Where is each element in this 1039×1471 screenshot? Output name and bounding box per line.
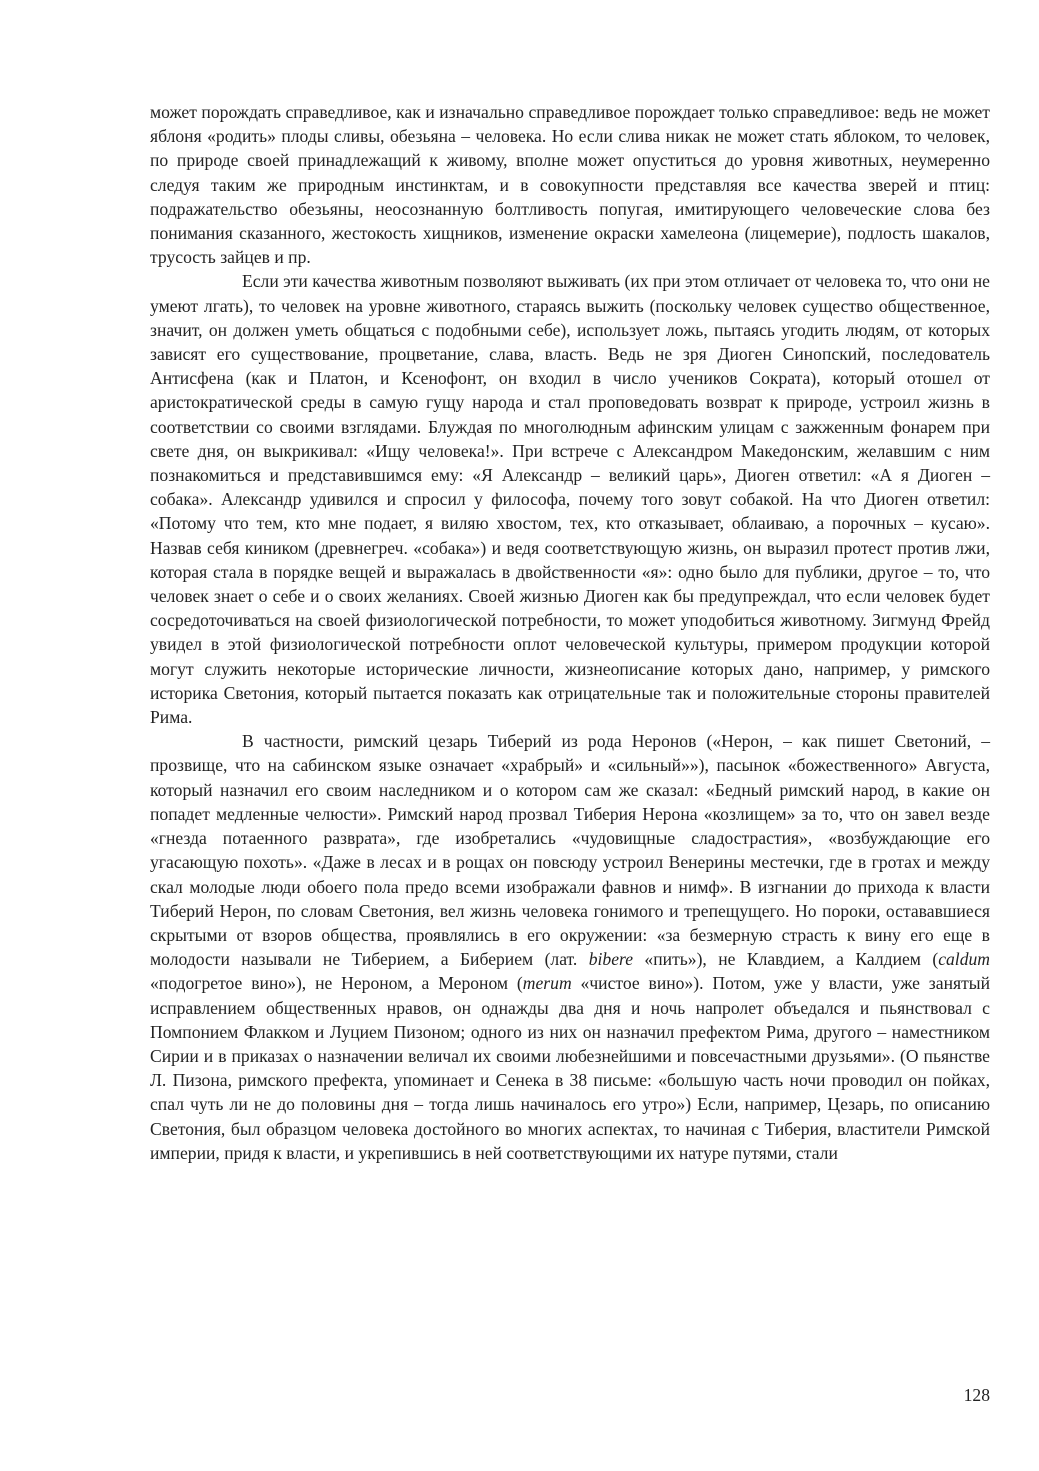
body-text xyxy=(150,100,990,1165)
paragraph-3-text-d: «чистое вино»). Потом, уже у власти, уже занятый исправлением общественных нравов, он однажды два дня и ночь напролет объедался и пьянствовал с Помпонием Флакком и Луцием Пизоном; одного из них он назначил префектом Рима, другого – наместником Сирии и в приказах о назначении величал их своими любезнейшими и повсечастными друзьями». (О пьянстве Л. Пизона, римского префекта, упоминает и Сенека в 38 письме: «большую часть ночи проводил он пойках, спал чуть ли не до половины дня – тогда лишь начиналось его утро») Если, например, Цезарь, по описанию Светония, был образцом человека достойного во многих аспектах, то начиная с Тиберия, властители Римской империи, придя к власти, и укрепившись в ней соответствующими их натуре путями, стали xyxy=(150,973,991,1163)
paragraph-3-text-c: «подогретое вино»), не Нероном, а Мероном ( xyxy=(150,973,523,994)
paragraph-2 xyxy=(150,269,990,729)
latin-term-merum: merum xyxy=(522,973,572,994)
paragraph-3-text-b: «пить»), не Клавдием, а Калдием ( xyxy=(633,949,939,970)
latin-term-caldum: caldum xyxy=(938,949,990,970)
paragraph-1-text: может порождать справедливое, как и изначально справедливое порождает только справедливое: ведь не может яблоня «родить» плоды сливы, обезьяна – человека. Но если слива никак не может стать яблоком, то человек, по природе своей принадлежащий к живому, вполне может опуститься до уровня животных, неумеренно следуя таким же природным инстинктам, и в совокупности представляя все качества зверей и птиц: подражательство обезьяны, неосознанную болтливость попугая, имитирующего человеческие слова без понимания сказанного, жестокость хищников, изменение окраски хамелеона (лицемерие), подлость шакалов, трусость зайцев и пр. xyxy=(150,102,990,268)
latin-term-bibere: bibere xyxy=(588,949,634,970)
paragraph-2-text: Если эти качества животным позволяют выживать (их при этом отличает от человека то, что они не умеют лгать), то человек на уровне животного, стараясь выжить (поскольку человек существо общественное, значит, он должен уметь общаться с подобными себе), использует ложь, пытаясь угодить людям, от которых зависят его существование, процветание, слава, власть. Ведь не зря Диоген Синопский, последователь Антисфена (как и Платон, и Ксенофонт, он входил в число учеников Сократа), который отошел от аристократической среды в самую гущу народа и стал проповедовать возврат к природе, устроил жизнь в соответствии со своими взглядами. Блуждая по многолюдным афинским улицам с зажженным фонарем при свете дня, он выкрикивал: «Ищу человека!». При встрече с Александром Македонским, желавшим с ним познакомиться и представившимся ему: «Я Александр – великий царь», Диоген ответил: «А я Диоген – собака». Александр удивился и спросил у философа, почему того зовут собакой. На что Диоген ответил: «Потому что тем, кто мне подает, я виляю хвостом, тех, кто отказывает, облаиваю, а порочных – кусаю». Назвав себя киником (древнегреч. «собака») и ведя соответствующую жизнь, он выразил протест против лжи, которая стала в порядке вещей и выражалась в двойственности «я»: одно было для публики, другое – то, что человек знает о себе и о своих желаниях. Своей жизнью Диоген как бы предупреждал, что если человек будет сосредоточиваться на своей физиологической потребности, то может уподобиться животному. Зигмунд Фрейд увидел в этой физиологической потребности оплот человеческой культуры, примером продукции которой могут служить некоторые исторические личности, жизнеописание которых дано, например, у римского историка Светония, который пытается показать как отрицательные так и положительные стороны правителей Рима. xyxy=(150,271,990,728)
page-number: 128 xyxy=(963,1385,990,1405)
paragraph-1 xyxy=(150,100,990,269)
paragraph-3 xyxy=(150,729,990,1165)
paragraph-3-text-a: В частности, римский цезарь Тиберий из рода Неронов («Нерон, – как пишет Светоний, – прозвище, что на сабинском языке означает «храбрый» и «сильный»»), пасынок «божественного» Августа, который назначил его своим наследником и о котором сам же сказал: «Бедный римский народ, в какие он попадет медленные челюсти». Римский народ прозвал Тиберия Нерона «козлищем» за то, что он завел везде «гнезда потаенного разврата», где изобретались «чудовищные сладострастия», «возбуждающие его угасающую похоть». «Даже в лесах и в рощах он повсюду устроил Венерины местечки, где в гротах и между скал молодые люди обоего пола предо всеми изображали фавнов и нимф». В изгнании до прихода к власти Тиберий Нерон, по словам Светония, вел жизнь человека гонимого и трепещущего. Но пороки, остававшиеся скрытыми от взоров общества, проявлялись в его окружении: «за безмерную страсть к вину его еще в молодости называли не Тиберием, а Биберием (лат. xyxy=(150,731,990,970)
